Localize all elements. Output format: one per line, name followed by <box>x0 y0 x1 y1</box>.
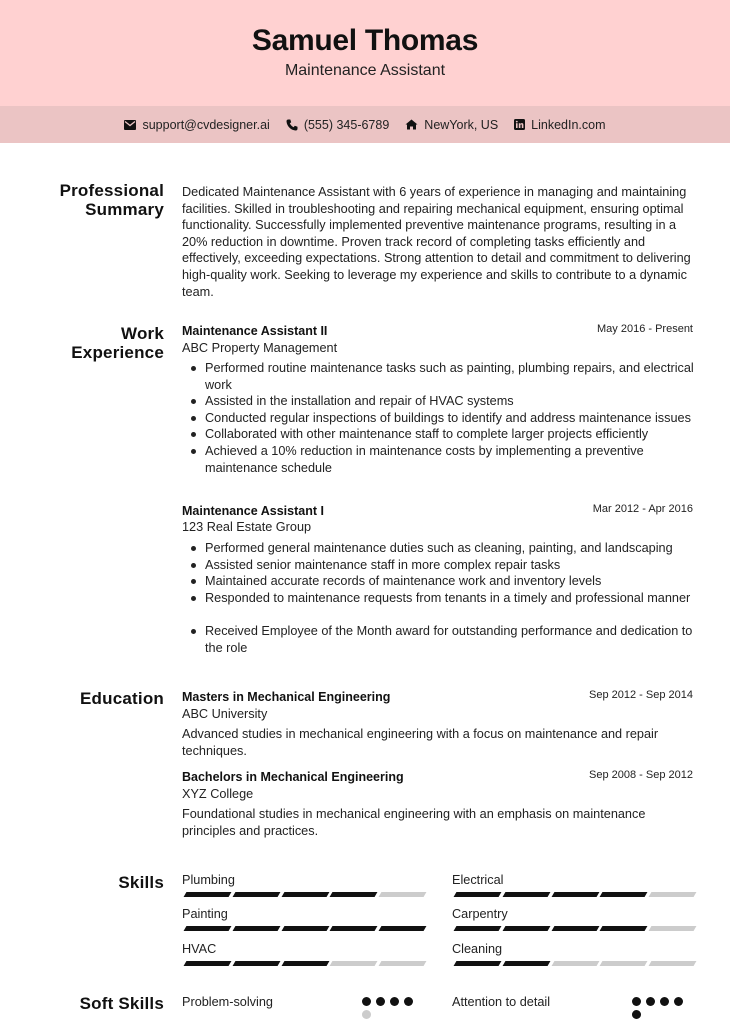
degree-description: Foundational studies in mechanical engineering with an emphasis on maintenance principles and practices. <box>182 807 646 838</box>
rating-dot <box>362 997 371 1006</box>
job-title: Maintenance Assistant II <box>182 324 328 338</box>
rating-dot <box>646 997 655 1006</box>
home-icon <box>405 119 418 130</box>
skill-bar-segment <box>330 926 378 931</box>
soft-skills-heading: Soft Skills <box>79 994 164 1013</box>
soft-skill-rating <box>362 997 422 1019</box>
job-bullet: Conducted regular inspections of buildings to identify and address maintenance issues <box>182 410 694 427</box>
rating-dot <box>376 997 385 1006</box>
degree-title: Bachelors in Mechanical Engineering <box>182 770 404 784</box>
skill-bar-segment <box>649 926 697 931</box>
rating-dot <box>362 1010 371 1019</box>
candidate-title: Maintenance Assistant <box>284 62 446 79</box>
contact-bar <box>0 106 730 143</box>
phone-icon <box>286 119 298 131</box>
skill-bar-segment <box>379 961 427 966</box>
contact-email[interactable] <box>124 118 269 132</box>
skill-bar <box>185 961 425 966</box>
rating-dot <box>390 997 399 1006</box>
job-bullet: Performed general maintenance duties such as cleaning, painting, and landscaping <box>182 540 694 557</box>
candidate-name: Samuel Thomas <box>251 24 479 57</box>
job-bullets-extra <box>182 623 694 656</box>
job-bullet: Responded to maintenance requests from tenants in a timely and professional manner <box>182 590 694 607</box>
school-name: ABC University <box>182 707 268 721</box>
contact-location-text: NewYork, US <box>424 117 499 132</box>
rating-dot <box>632 1010 641 1019</box>
skills-heading: Skills <box>118 873 164 892</box>
contact-linkedin[interactable] <box>514 118 605 132</box>
skill-bar-segment <box>281 926 329 931</box>
job-title: Maintenance Assistant I <box>182 504 324 518</box>
summary-heading <box>60 181 164 219</box>
skill-bar-segment <box>454 961 502 966</box>
skill-bar-segment <box>184 961 232 966</box>
skill-bar-segment <box>600 926 648 931</box>
rating-dot <box>404 997 413 1006</box>
experience-heading-line2: Experience <box>71 343 164 362</box>
job-bullet: Received Employee of the Month award for outstanding performance and dedication to the role <box>182 623 694 656</box>
skill-bar-segment <box>184 892 232 897</box>
envelope-icon <box>124 120 136 130</box>
rating-dot <box>632 997 641 1006</box>
rating-dot <box>674 997 683 1006</box>
degree-date: Sep 2008 - Sep 2012 <box>589 769 693 781</box>
skill-bar <box>455 926 695 931</box>
skill-bar-segment <box>379 926 427 931</box>
skill-name: HVAC <box>182 942 217 956</box>
job-bullets <box>182 540 694 606</box>
job-bullet: Assisted senior maintenance staff in more complex repair tasks <box>182 557 694 574</box>
degree-title: Masters in Mechanical Engineering <box>182 690 391 704</box>
skill-bar-segment <box>551 926 599 931</box>
skill-bar-segment <box>649 892 697 897</box>
school-name: XYZ College <box>182 787 254 801</box>
skill-bar-segment <box>281 961 329 966</box>
skill-bar-segment <box>502 892 550 897</box>
skill-bar-segment <box>502 926 550 931</box>
skill-bar-segment <box>502 961 550 966</box>
skill-bar-segment <box>281 892 329 897</box>
skill-bar-segment <box>600 892 648 897</box>
summary-heading-line2: Summary <box>85 200 164 219</box>
skill-bar-segment <box>379 892 427 897</box>
job-bullet: Assisted in the installation and repair of HVAC systems <box>182 393 694 410</box>
contact-location <box>405 118 498 132</box>
skill-bar-segment <box>454 892 502 897</box>
skill-bar-segment <box>330 961 378 966</box>
skill-bar-segment <box>551 892 599 897</box>
experience-heading-line1: Work <box>121 324 164 343</box>
skill-bar-segment <box>600 961 648 966</box>
job-company: ABC Property Management <box>182 341 338 355</box>
degree-date: Sep 2012 - Sep 2014 <box>589 689 693 701</box>
skill-name: Carpentry <box>452 907 508 921</box>
skill-bar-segment <box>232 892 280 897</box>
skill-bar-segment <box>184 926 232 931</box>
resume-header <box>0 0 730 106</box>
skill-name: Plumbing <box>182 873 235 887</box>
job-date: Mar 2012 - Apr 2016 <box>592 503 693 515</box>
soft-skill-name: Attention to detail <box>452 995 551 1009</box>
soft-skill-rating <box>632 997 692 1019</box>
linkedin-icon <box>514 119 525 130</box>
job-date: May 2016 - Present <box>597 323 693 335</box>
degree-description: Advanced studies in mechanical engineering with a focus on maintenance and repair techniques. <box>182 727 659 758</box>
education-heading: Education <box>80 689 164 708</box>
contact-phone-text: (555) 345-6789 <box>303 117 390 132</box>
skill-bar <box>455 892 695 897</box>
summary-text: Dedicated Maintenance Assistant with 6 years of experience in managing and maintaining facilities. Skilled in troubleshooting and repairing mechanical equipment, ensuring optimal functionality. Successfully implemented preventive maintenance programs, resulting in a 20% reduction in downtime. Proven track record of completing tasks efficiently and effectively, exceeding expectations. Strong attention to detail and commitment to delivering high-quality work. Seeking to leverage my experience and skills to contribute to a dynamic team. <box>182 185 691 299</box>
skill-name: Painting <box>182 907 228 921</box>
skill-bar <box>185 892 425 897</box>
soft-skill-name: Problem-solving <box>182 995 273 1009</box>
contact-phone[interactable] <box>286 118 389 132</box>
job-bullet: Performed routine maintenance tasks such as painting, plumbing repairs, and electrical work <box>182 360 694 393</box>
job-company: 123 Real Estate Group <box>182 520 312 534</box>
skill-bar <box>185 926 425 931</box>
skill-bar-segment <box>649 961 697 966</box>
contact-linkedin-text: LinkedIn.com <box>531 117 606 132</box>
job-bullet: Collaborated with other maintenance staff to complete larger projects efficiently <box>182 426 694 443</box>
job-bullets <box>182 360 694 476</box>
skill-bar <box>455 961 695 966</box>
skill-bar-segment <box>454 926 502 931</box>
job-bullet: Maintained accurate records of maintenance work and inventory levels <box>182 573 694 590</box>
job-bullet: Achieved a 10% reduction in maintenance costs by implementing a preventive maintenance schedule <box>182 443 694 476</box>
contact-email-text: support@cvdesigner.ai <box>142 117 270 132</box>
skill-bar-segment <box>551 961 599 966</box>
skill-name: Cleaning <box>452 942 503 956</box>
rating-dot <box>660 997 669 1006</box>
experience-heading <box>71 324 164 362</box>
skill-bar-segment <box>232 926 280 931</box>
skill-name: Electrical <box>452 873 504 887</box>
skill-bar-segment <box>232 961 280 966</box>
skill-bar-segment <box>330 892 378 897</box>
summary-heading-line1: Professional <box>59 181 164 200</box>
